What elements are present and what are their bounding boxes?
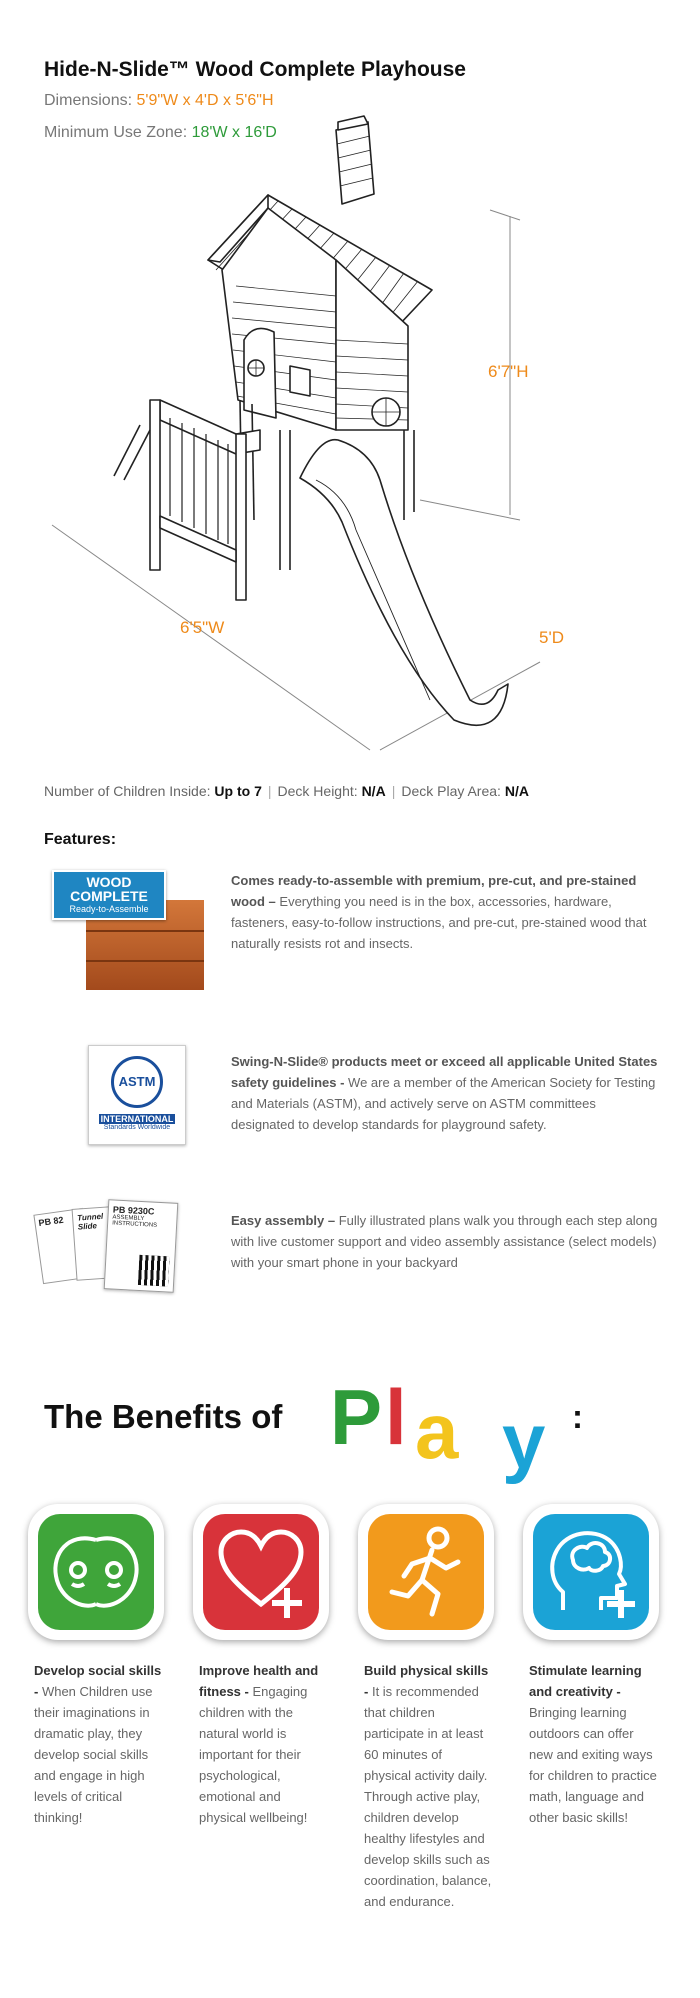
play-letter-y: y bbox=[502, 1397, 542, 1485]
badge-line-1: WOOD bbox=[86, 874, 132, 890]
instruction-sheet-2: Tunnel Slide bbox=[72, 1205, 131, 1281]
benefits-colon: : bbox=[572, 1398, 583, 1435]
benefit-4-bold: Stimulate learning and creativity - bbox=[529, 1663, 642, 1699]
feature-1-bold: Comes ready-to-assemble with premium, pre-cut, and pre-stained wood – bbox=[231, 873, 637, 909]
benefit-2-bold: Improve health and fitness - bbox=[199, 1663, 319, 1699]
feature-2-bold: Swing-N-Slide® products meet or exceed all applicable United States safety guidelines - bbox=[231, 1054, 658, 1090]
badge-line-3: Ready-to-Assemble bbox=[69, 904, 149, 914]
social-skills-tile bbox=[28, 1504, 164, 1640]
physical-tile bbox=[358, 1504, 494, 1640]
use-zone-value: 18'W x 16'D bbox=[191, 124, 277, 141]
feature-3-body: Fully illustrated plans walk you through each step along with live customer support and video assembly assistance (select models) with your smart phone in your backyard bbox=[231, 1213, 658, 1270]
deck-area-value: N/A bbox=[504, 783, 529, 799]
play-letter-l: l bbox=[385, 1373, 403, 1461]
play-letter-a: a bbox=[415, 1387, 455, 1475]
height-dim-label: 6'7"H bbox=[488, 362, 529, 381]
feature-2-text bbox=[231, 1051, 661, 1135]
learning-tile bbox=[523, 1504, 659, 1640]
instruction-sheet-1: PB 82 bbox=[33, 1208, 92, 1284]
feature-1-text bbox=[231, 870, 661, 954]
benefit-social-text bbox=[34, 1660, 162, 1828]
width-dim-label: 6'5"W bbox=[180, 618, 225, 637]
head-brain-plus-icon bbox=[533, 1514, 649, 1630]
dimensions-value: 5'9"W x 4'D x 5'6"H bbox=[136, 92, 274, 109]
feature-2-body: We are a member of the American Society for Testing and Materials (ASTM), and actively serve on ASTM committees designated to develop standards for playground safety. bbox=[231, 1075, 656, 1132]
instruction-sheet-3 bbox=[104, 1199, 179, 1293]
benefit-3-body: It is recommended that children participate in at least 60 minutes of physical activity daily. Through active play, children develop healthy lifestyles and develop skills such as coordination, balance, and endurance. bbox=[364, 1684, 492, 1909]
depth-dim-label: 5'D bbox=[539, 628, 564, 647]
deck-area-label: Deck Play Area: bbox=[401, 783, 501, 799]
heart-plus-icon bbox=[203, 1514, 319, 1630]
instructions-image bbox=[38, 1195, 218, 1295]
astm-international: INTERNATIONAL bbox=[100, 1114, 174, 1124]
features-heading: Features: bbox=[44, 831, 117, 848]
benefit-1-bold: Develop social skills - bbox=[34, 1663, 162, 1699]
health-tile bbox=[193, 1504, 329, 1640]
qr-code bbox=[138, 1255, 170, 1287]
height-dim-tick-bottom bbox=[420, 500, 520, 520]
badge-line-2: COMPLETE bbox=[70, 888, 148, 904]
social-faces-icon bbox=[38, 1514, 154, 1630]
feature-1-body: Everything you need is in the box, accessories, hardware, fasteners, easy-to-follow instructions, and pre-cut, pre-stained wood that naturally resists rot and insects. bbox=[231, 894, 647, 951]
children-value: Up to 7 bbox=[214, 783, 262, 799]
astm-emblem: ASTM bbox=[111, 1056, 163, 1108]
deck-height-value: N/A bbox=[361, 783, 386, 799]
deck-height-label: Deck Height: bbox=[277, 783, 358, 799]
feature-3-text bbox=[231, 1210, 661, 1273]
benefit-health-text bbox=[199, 1660, 327, 1828]
children-label: Number of Children Inside: bbox=[44, 783, 211, 799]
benefit-physical-text bbox=[364, 1660, 492, 1912]
benefit-4-body: Bringing learning outdoors can offer new and exiting ways for children to practice math, language and other basic skills! bbox=[529, 1705, 657, 1825]
use-zone-label: Minimum Use Zone: bbox=[44, 124, 188, 141]
running-figure-icon bbox=[368, 1514, 484, 1630]
feature-3-bold: Easy assembly – bbox=[231, 1213, 336, 1228]
height-dim-tick-top bbox=[490, 210, 520, 220]
playhouse-diagram bbox=[0, 100, 700, 760]
stats-row: Number of Children Inside: Up to 7 | Deck Height: N/A | Deck Play Area: N/A bbox=[44, 783, 529, 799]
benefit-2-body: Engaging children with the natural world is important for their psychological, emotional and physical wellbeing! bbox=[199, 1684, 308, 1825]
benefit-3-bold: Build physical skills - bbox=[364, 1663, 489, 1699]
product-title: Hide-N-Slide™ Wood Complete Playhouse bbox=[44, 58, 466, 81]
benefit-1-body: When Children use their imaginations in dramatic play, they develop social skills and engage in high levels of critical thinking! bbox=[34, 1684, 153, 1825]
wood-complete-image bbox=[52, 870, 204, 990]
astm-logo bbox=[88, 1045, 186, 1145]
sheet-3-title: PB 9230C bbox=[112, 1204, 155, 1217]
dimensions-label: Dimensions: bbox=[44, 92, 133, 109]
play-letter-p: P bbox=[330, 1373, 379, 1461]
benefits-heading: The Benefits of bbox=[44, 1398, 283, 1435]
wood-complete-badge bbox=[52, 870, 166, 920]
astm-standards: Standards Worldwide bbox=[103, 1124, 171, 1131]
sheet-3-sub: ASSEMBLY INSTRUCTIONS bbox=[111, 1214, 158, 1229]
benefit-learning-text bbox=[529, 1660, 657, 1828]
